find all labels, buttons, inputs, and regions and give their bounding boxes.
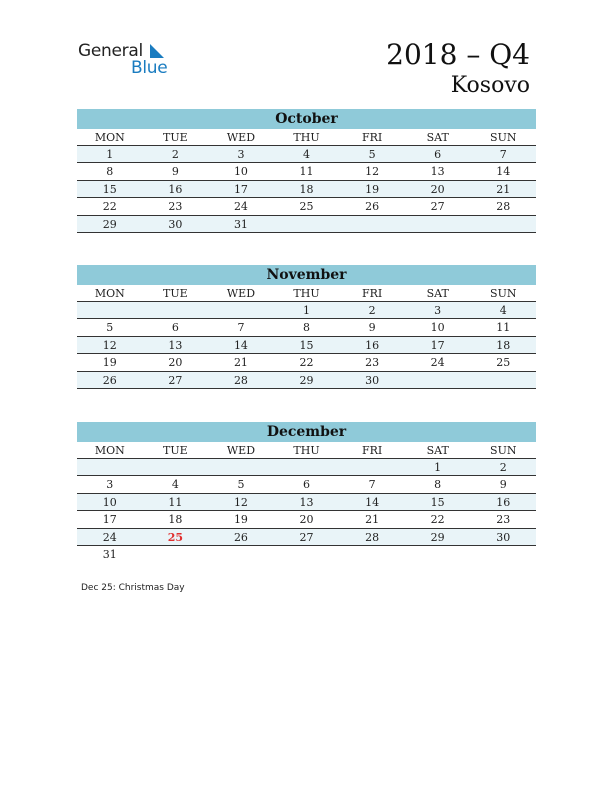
day-cell	[143, 302, 209, 318]
weekday-header-row	[77, 285, 536, 302]
day-cell: 27	[430, 200, 445, 214]
logo-triangle-icon	[148, 44, 164, 58]
day-cell: 22	[430, 513, 445, 527]
day-cell: 15	[102, 182, 117, 196]
week-row	[77, 476, 536, 493]
day-cell: 26	[365, 200, 380, 214]
week-row	[77, 163, 536, 180]
day-cell: 12	[365, 165, 380, 179]
day-cell: 5	[368, 148, 376, 161]
day-cell: 3	[106, 478, 114, 492]
weekday-header-row	[77, 442, 536, 459]
day-cell: 1	[106, 148, 114, 161]
day-cell: 9	[368, 321, 376, 335]
day-cell: 13	[430, 165, 445, 179]
day-cell	[143, 459, 209, 475]
day-cell: 28	[496, 200, 511, 214]
day-cell: 28	[233, 373, 248, 387]
week-row	[77, 337, 536, 354]
day-cell: 11	[168, 495, 183, 509]
weekday-label: TUE	[163, 287, 188, 300]
day-cell: 10	[233, 165, 248, 179]
day-cell	[470, 546, 536, 563]
logo-general-text: General	[78, 41, 143, 61]
month-november	[77, 265, 536, 389]
day-cell: 14	[496, 165, 511, 179]
day-cell	[405, 372, 471, 388]
week-row	[77, 372, 536, 389]
day-cell: 16	[365, 338, 380, 352]
page-title: 2018 – Q4	[386, 38, 530, 71]
day-cell: 2	[171, 148, 179, 161]
day-cell: 8	[106, 165, 114, 179]
day-cell: 27	[168, 373, 183, 387]
day-cell	[274, 216, 340, 232]
day-cell: 31	[233, 217, 248, 231]
day-cell: 13	[168, 338, 183, 352]
weekday-label: SUN	[490, 444, 517, 457]
day-cell	[208, 546, 274, 563]
weekday-label: SUN	[490, 131, 517, 144]
day-cell	[274, 546, 340, 563]
weekday-label: FRI	[361, 444, 383, 457]
day-cell: 19	[365, 182, 380, 196]
day-cell: 22	[299, 356, 314, 370]
day-cell	[143, 546, 209, 563]
day-cell: 19	[233, 513, 248, 527]
day-cell: 11	[299, 165, 314, 179]
day-cell: 29	[299, 373, 314, 387]
day-cell: 19	[102, 356, 117, 370]
day-cell: 1	[434, 461, 442, 474]
day-cell: 13	[299, 495, 314, 509]
day-cell: 1	[303, 304, 311, 317]
month-header: October	[77, 109, 536, 129]
day-cell: 21	[496, 182, 511, 196]
day-cell: 29	[430, 530, 445, 544]
day-cell: 18	[496, 338, 511, 352]
month-december	[77, 422, 536, 563]
day-cell: 30	[496, 530, 511, 544]
weekday-label: WED	[226, 287, 256, 300]
month-header: November	[77, 265, 536, 285]
day-cell	[208, 459, 274, 475]
country-name: Kosovo	[450, 73, 530, 98]
day-cell: 31	[102, 547, 117, 561]
day-cell: 5	[237, 478, 245, 492]
weekday-label: THU	[293, 287, 320, 300]
week-row	[77, 146, 536, 163]
weekday-label: THU	[293, 131, 320, 144]
week-row	[77, 354, 536, 371]
holidays-note: Dec 25: Christmas Day	[81, 583, 185, 593]
day-cell: 25	[496, 356, 511, 370]
day-cell: 18	[168, 513, 183, 527]
day-cell: 7	[499, 148, 507, 161]
day-cell	[339, 459, 405, 475]
weekday-label: TUE	[163, 444, 188, 457]
day-cell: 3	[237, 148, 245, 161]
day-cell: 4	[303, 148, 311, 161]
day-cell: 24	[233, 200, 248, 214]
day-cell: 23	[168, 200, 183, 214]
day-cell	[339, 546, 405, 563]
day-cell: 16	[496, 495, 511, 509]
day-cell: 29	[102, 217, 117, 231]
day-cell	[274, 459, 340, 475]
weekday-label: SAT	[426, 131, 449, 144]
weekday-label: FRI	[361, 131, 383, 144]
weekday-label: TUE	[163, 131, 188, 144]
day-cell: 22	[102, 200, 117, 214]
day-cell: 10	[430, 321, 445, 335]
month-header: December	[77, 422, 536, 442]
day-cell: 20	[299, 513, 314, 527]
day-cell: 18	[299, 182, 314, 196]
day-cell: 6	[303, 478, 311, 492]
month-october	[77, 109, 536, 233]
week-row	[77, 511, 536, 528]
day-cell: 21	[233, 356, 248, 370]
day-cell: 28	[365, 530, 380, 544]
weekday-label: THU	[293, 444, 320, 457]
day-cell: 20	[430, 182, 445, 196]
day-cell: 14	[365, 495, 380, 509]
day-cell: 12	[102, 338, 117, 352]
day-cell: 14	[233, 338, 248, 352]
day-cell: 26	[102, 373, 117, 387]
day-cell: 30	[168, 217, 183, 231]
week-row	[77, 494, 536, 511]
day-cell: 26	[233, 530, 248, 544]
day-cell	[77, 302, 143, 318]
day-cell: 17	[102, 513, 117, 527]
day-cell: 15	[299, 338, 314, 352]
week-row	[77, 459, 536, 476]
week-row	[77, 181, 536, 198]
week-row	[77, 198, 536, 215]
day-cell: 23	[365, 356, 380, 370]
weekday-label: MON	[94, 131, 125, 144]
day-cell: 20	[168, 356, 183, 370]
day-cell: 16	[168, 182, 183, 196]
day-cell	[208, 302, 274, 318]
day-cell: 11	[496, 321, 511, 335]
day-cell: 8	[434, 478, 442, 492]
day-cell: 6	[171, 321, 179, 335]
day-cell: 23	[496, 513, 511, 527]
weekday-label: SUN	[490, 287, 517, 300]
day-cell	[470, 216, 536, 232]
day-cell: 21	[365, 513, 380, 527]
day-cell	[77, 459, 143, 475]
day-cell	[405, 546, 471, 563]
day-cell: 17	[233, 182, 248, 196]
logo-blue-text: Blue	[131, 58, 168, 78]
day-cell: 9	[171, 165, 179, 179]
day-cell: 8	[303, 321, 311, 335]
day-cell: 30	[365, 373, 380, 387]
day-cell: 12	[233, 495, 248, 509]
day-cell: 3	[434, 304, 442, 317]
weekday-label: SAT	[426, 444, 449, 457]
day-cell: 17	[430, 338, 445, 352]
day-cell: 2	[499, 461, 507, 474]
day-cell: 5	[106, 321, 114, 335]
day-cell: 2	[368, 304, 376, 317]
day-cell	[405, 216, 471, 232]
week-row	[77, 529, 536, 546]
day-cell: 25	[299, 200, 314, 214]
weekday-header-row	[77, 129, 536, 146]
day-cell: 15	[430, 495, 445, 509]
day-cell	[470, 372, 536, 388]
day-cell: 24	[102, 530, 117, 544]
day-cell: 7	[368, 478, 376, 492]
day-cell: 4	[499, 304, 507, 317]
day-cell: 10	[102, 495, 117, 509]
day-cell: 7	[237, 321, 245, 335]
weekday-label: MON	[94, 287, 125, 300]
weekday-label: SAT	[426, 287, 449, 300]
logo	[78, 41, 178, 81]
day-cell: 24	[430, 356, 445, 370]
holiday-day-cell: 25	[167, 530, 184, 544]
week-row	[77, 302, 536, 319]
day-cell	[339, 216, 405, 232]
weekday-label: WED	[226, 444, 256, 457]
week-row	[77, 319, 536, 336]
day-cell: 4	[171, 478, 179, 492]
weekday-label: FRI	[361, 287, 383, 300]
week-row	[77, 546, 536, 563]
weekday-label: WED	[226, 131, 256, 144]
day-cell: 9	[499, 478, 507, 492]
day-cell: 6	[434, 148, 442, 161]
day-cell: 27	[299, 530, 314, 544]
weekday-label: MON	[94, 444, 125, 457]
week-row	[77, 216, 536, 233]
